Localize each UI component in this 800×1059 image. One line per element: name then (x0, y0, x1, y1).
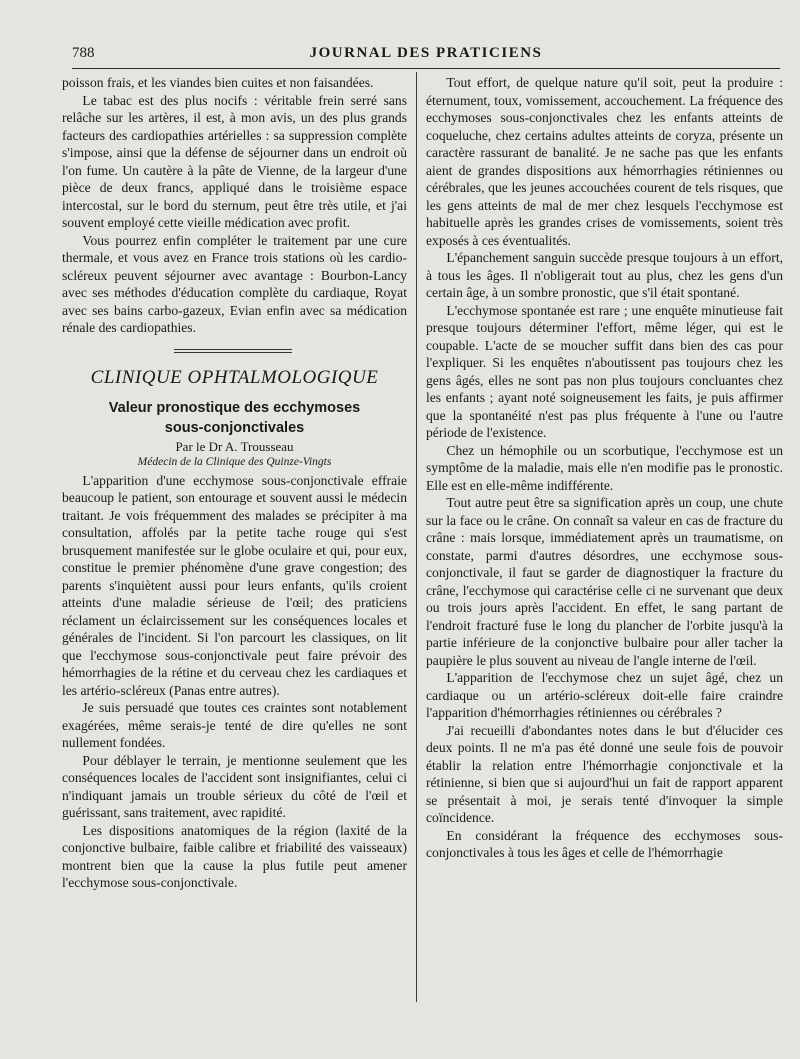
section-ornament (174, 349, 292, 355)
paragraph: Vous pourrez enfin compléter le traitement par une cure thermale, et vous avez en France trois stations où les cardio-scléreux peuvent séjourner avec avantage : Bourbon-Lancy avec ses méthodes d'éducation complète du cardiaque, Royat avec ses bains carbo-gazeux, Evian enfin avec sa médication rénale des cardiopathies. (62, 232, 407, 335)
article-title-line-2: sous-conjonctivales (164, 419, 305, 436)
author-affiliation: Médecin de la Clinique des Quinze-Vingts (137, 455, 332, 468)
paragraph: L'épanchement sanguin succède presque toujours à un effort, à tous les âges. Il n'obligerait tout au plus, chez les gens d'un certain âge, à un sombre pronostic, que s'il était spontané. (426, 250, 783, 300)
right-column (426, 74, 783, 862)
paragraph: poisson frais, et les viandes bien cuites et non faisandées. (62, 75, 374, 90)
paragraph: Tout effort, de quelque nature qu'il soit, peut la produire : éternument, toux, vomissement, accouchement. La fréquence des ecchymoses sous-conjonctivales chez les enfants atteints de coqueluche, chez certains adultes atteints de coryza, présente un caractère rassurant de banalité. Je ne sache pas que les enfants aient de grandes dispositions aux hémorrhagies rétiniennes ou cérébrales, que les jeunes accouchées courent de tels risques, que les gens atteints de mal de mer chez lesquels l'ecchymose est habituelle après les grandes crises de vomissements, soient très exposés à ces éventualités. (426, 75, 783, 248)
paragraph: J'ai recueilli d'abondantes notes dans le but d'élucider ces deux points. Il ne m'a pas été donné une seule fois de pouvoir établir la relation entre l'hémorrhagie conjonctivale et la rétinienne, si bien que si aujourd'hui un fait de rapport apparent se présentait à moi, je serais tenté d'invoquer la simple coïncidence. (426, 722, 783, 825)
paragraph: Pour déblayer le terrain, je mentionne seulement que les conséquences locales de l'accident sont insignifiantes, celui ci n'indiquant jamais un trouble sérieux du côté de l'œil et guérissant, sans traitement, avec rapidité. (62, 752, 407, 820)
journal-title: JOURNAL DES PRATICIENS (309, 45, 543, 61)
paragraph: L'apparition de l'ecchymose chez un sujet âgé, chez un cardiaque ou un artério-scléreux doit-elle faire craindre l'apparition d'hémorrhagies rétiniennes ou cérébrales ? (426, 670, 783, 720)
paragraph: Les dispositions anatomiques de la région (laxité de la conjonctive bulbaire, faible calibre et friabilité des vaisseaux) montrent bien que la cause la plus futile peut amener l'ecchymose sous-conjonctivale. (62, 822, 407, 890)
paragraph: Je suis persuadé que toutes ces craintes sont notablement exagérées, même serais-je tenté de dire qu'elles ne sont nullement fondées. (62, 700, 407, 750)
paragraph: Chez un hémophile ou un scorbutique, l'ecchymose est un symptôme de la maladie, mais elle n'en modifie pas le pronostic. Elle est en elle-même indifférente. (426, 442, 783, 493)
page-number: 788 (72, 45, 95, 61)
article-title-line-1: Valeur pronostique des ecchymoses (108, 399, 361, 416)
paragraph: L'ecchymose spontanée est rare ; une enquête minutieuse fait presque toujours déterminer l'effort, même léger, qui est le coupable. L'acte de se moucher suffit dans bien des cas pour l'expliquer. Si les enquêtes n'aboutissent pas toujours chez les gens âgés, elles ne sont pas non plus toujours concluantes chez les enfants ; ayant noté soigneusement les faits, je puis affirmer que la spontanéité n'est pas plus fréquente à l'une ou l'autre période de l'existence. (426, 302, 783, 440)
paragraph: En considérant la fréquence des ecchymoses sous-conjonctivales à tous les âges et celle de l'hémorrhagie (426, 827, 783, 860)
paragraph: Tout autre peut être sa signification après un coup, une chute sur la face ou le crâne. On connaît sa valeur en cas de fracture du crâne : mais lorsque, immédiatement après un traumatisme, on constate, parmi d'autres désordres, une ecchymose sous-conjonctivale, il faut se garder de diagnostiquer la fracture du crâne, l'ecchymose qui caractérise celle ci ne survenant que deux ou trois jours après l'accident. En effet, le sang partant de l'endroit fracturé fuse le long du plancher de l'orbite jusqu'à la partie inférieure de la conjonctive bulbaire pour aller tacher la paupière le plus souvent au niveau de l'angle interne de l'œil. (426, 495, 783, 668)
column-divider (416, 72, 417, 1002)
page-header (72, 42, 780, 69)
paragraph: Le tabac est des plus nocifs : véritable frein serré sans relâche sur les artères, il est, à mon avis, un des plus grands facteurs des cardiopathies artérielles : sa suppression complète s'impose, ainsi que la défense de séjourner dans un endroit où l'on fume. Un cautère à la pâte de Vienne, de la largeur d'une pièce de deux francs, appliqué dans le troisième espace intercostal, sur le bord du sternum, peut être très utile, et j'ai souvent employé cette vieille médication avec profit. (62, 92, 407, 230)
section-title: CLINIQUE OPHTALMOLOGIQUE (90, 366, 379, 388)
author-byline: Par le Dr A. Trousseau (175, 438, 294, 454)
paragraph: L'apparition d'une ecchymose sous-conjonctivale effraie beaucoup le patient, son entourage et souvent aussi le médecin traitant. Je vois fréquemment des malades se précipiter à ma consultation, affolés par la petite tache rouge qui s'est brusquement manifestée sur le globe oculaire et qui, pour eux, constitue le premier phénomène d'une grave congestion; des parents s'inquiètent aussi pour leurs enfants, qu'ils croient atteints d'une maladie sérieuse de l'œil; des praticiens réclament un éclaircissement sur les conséquences locales et générales de l'incident. Si l'on parcourt les classiques, on lit que l'ecchymose sous-conjonctivale peut faire prévoir des hémorrhagies de la rétine et du cerveau chez les cardiaques et les artério-scléreux (Panas entre autres). (62, 472, 407, 698)
left-column (62, 74, 407, 892)
